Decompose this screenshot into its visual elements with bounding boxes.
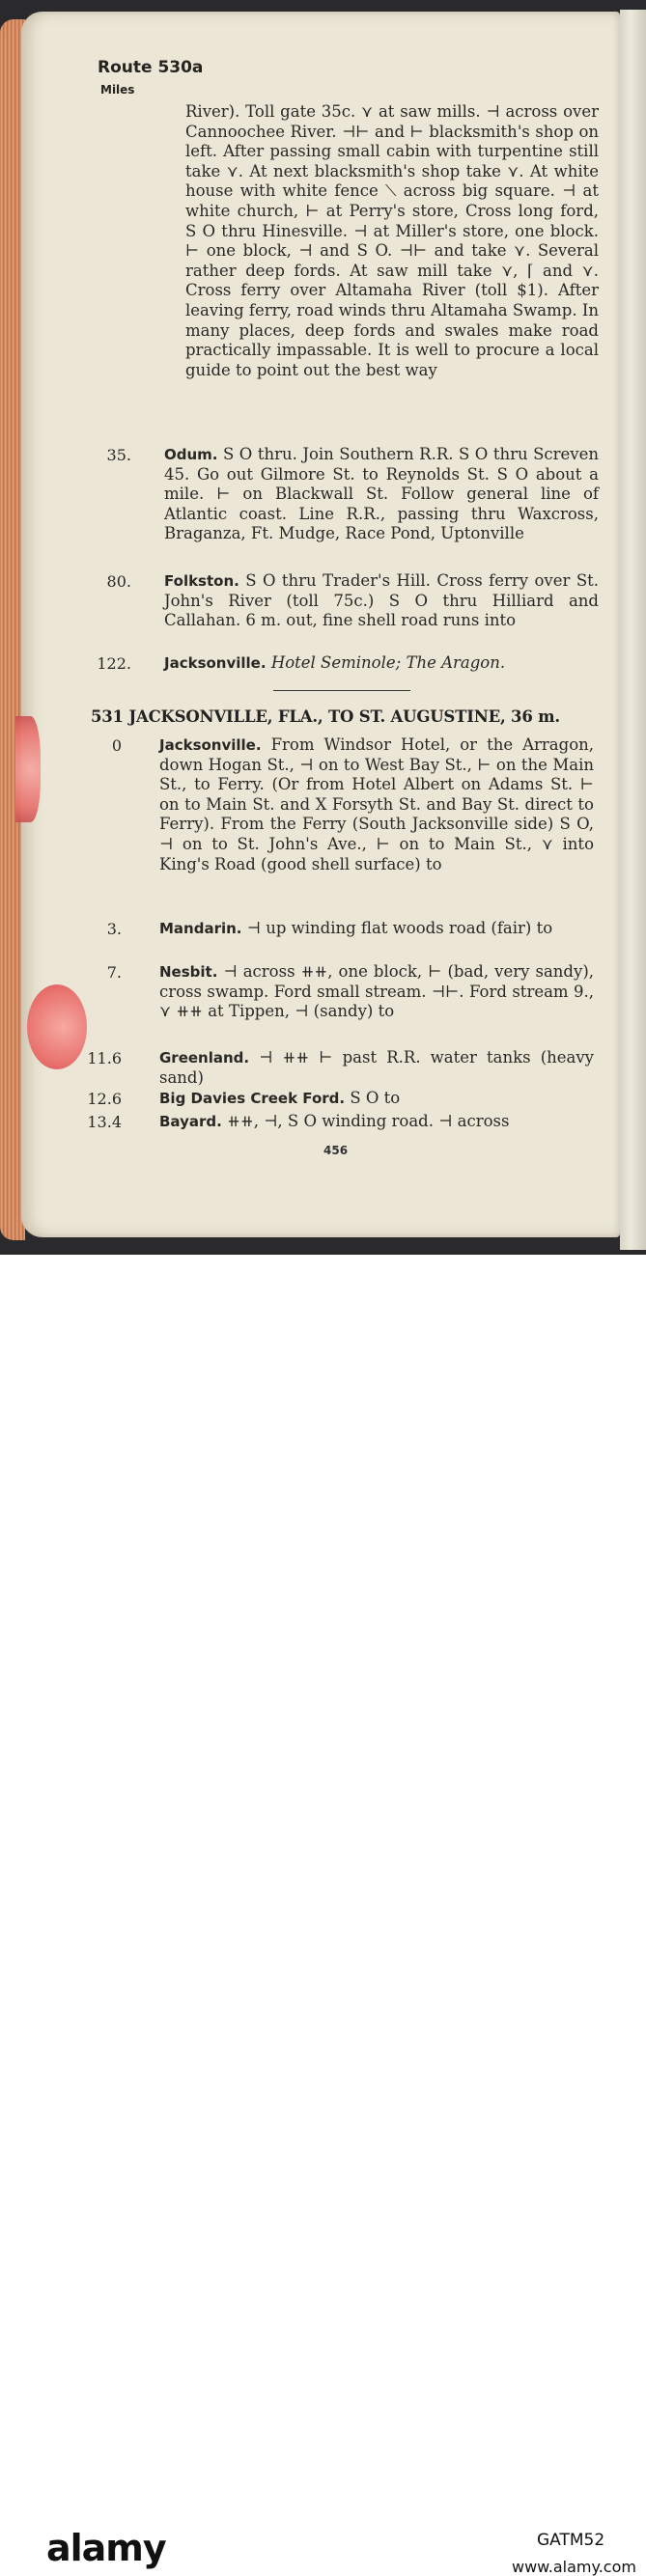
mile-marker: 122. xyxy=(97,654,131,673)
facing-page-edge xyxy=(620,10,646,1250)
mile-marker: 80. xyxy=(106,572,131,591)
route-entry xyxy=(159,735,594,874)
entry-text: ⧺⧺, ⊣, S O winding road. ⊣ across xyxy=(227,1112,510,1130)
route-entry xyxy=(159,962,594,1022)
section-divider xyxy=(273,690,410,691)
route-entry xyxy=(164,445,599,544)
route-title: Route 530a xyxy=(98,58,204,77)
place-name: Bayard. xyxy=(159,1113,222,1130)
page-number: 456 xyxy=(323,1144,349,1157)
mile-marker: 12.6 xyxy=(87,1090,122,1108)
route-entry xyxy=(164,653,599,674)
mile-marker: 13.4 xyxy=(87,1113,122,1131)
entry-text: ⊣ across ⧺⧺, one block, ⊢ (bad, very sandy), cross swamp. Ford small stream. ⊣⊢. Ford stream 9., ⋎ ⧺⧺ at Tippen, ⊣ (sandy) to xyxy=(159,962,594,1021)
route-entry xyxy=(159,1048,594,1088)
place-name: Folkston. xyxy=(164,572,239,590)
route-entry xyxy=(159,1112,594,1132)
entry-text: ⊣ ⧺⧺ ⊢ past R.R. water tanks (heavy sand) xyxy=(159,1048,595,1087)
miles-column-label: Miles xyxy=(100,83,135,97)
book-photo xyxy=(0,0,646,1255)
mile-marker: 0 xyxy=(111,736,122,755)
route-entry xyxy=(164,571,599,631)
entry-text: Hotel Seminole; The Aragon. xyxy=(270,653,506,672)
route-entry xyxy=(159,1089,594,1109)
route-531-heading: 531 JACKSONVILLE, FLA., TO ST. AUGUSTINE, 36 m. xyxy=(91,707,560,726)
entry-text: S O thru Trader's Hill. Cross ferry over St. John's River (toll 75c.) S O thru Hilliard and Callahan. 6 m. out, fine shell road runs into xyxy=(164,571,599,630)
mile-marker: 35. xyxy=(106,446,131,464)
mile-marker: 7. xyxy=(106,963,122,982)
entry-text: From Windsor Hotel, or the Arragon, down Hogan St., ⊣ on to West Bay St., ⊢ on the Main St., to Ferry. (Or from Hotel Albert on Adams St. ⊢ on to Main St. and X Forsyth St. and Bay St. direct to Ferry). From the Ferry (South Jacksonville side) S O, ⊣ on to St. John's Ave., ⊢ on to Main St., ⋎ into King's Road (good shell surface) to xyxy=(159,735,595,873)
place-name: Big Davies Creek Ford. xyxy=(159,1090,346,1107)
place-name: Jacksonville. xyxy=(164,654,267,672)
route-entry xyxy=(159,919,594,939)
entry-text: ⊣ up winding flat woods road (fair) to xyxy=(246,919,553,937)
watermark-band xyxy=(0,1255,646,2576)
alamy-url: www.alamy.com xyxy=(512,2558,636,2576)
alamy-logo: alamy xyxy=(46,2527,166,2569)
thumb-index-tab xyxy=(27,984,87,1069)
entry-text: S O thru. Join Southern R.R. S O thru Screven 45. Go out Gilmore St. to Reynolds St. S O about a mile. ⊢ on Blackwall St. Follow general line of Atlantic coast. Line R.R., passing thru Waxcross, Braganza, Ft. Mudge, Race Pond, Uptonville xyxy=(164,445,599,543)
image-id: GATM52 xyxy=(537,2531,605,2550)
place-name: Mandarin. xyxy=(159,920,242,937)
place-name: Nesbit. xyxy=(159,963,218,981)
place-name: Greenland. xyxy=(159,1049,250,1066)
mile-marker: 3. xyxy=(106,920,122,938)
place-name: Odum. xyxy=(164,446,218,463)
mile-marker: 11.6 xyxy=(87,1049,122,1067)
place-name: Jacksonville. xyxy=(159,736,262,754)
route-530a-intro: River). Toll gate 35c. ⋎ at saw mills. ⊣ across over Cannoochee River. ⊣⊢ and ⊢ blacksmith's shop on left. After passing small cabin with turpentine still take ⋎. At next blacksmith's shop take ⋎. At white house with white fence ⟍ across big square. ⊣ at white church, ⊢ at Perry's store, Cross long ford, S O thru Hinesville. ⊣ at Miller's store, one block. ⊢ one block, ⊣ and S O. ⊣⊢ and take ⋎. Several rather deep fords. At saw mill take ⋎, ⌈ and ⋎. Cross ferry over Altamaha River (toll $1). After leaving ferry, road winds thru Altamaha Swamp. In many places, deep fords and swales make road practically impassable. It is well to procure a local guide to point out the best way xyxy=(185,102,599,379)
thumb-index-tab xyxy=(15,716,41,822)
entry-text: S O to xyxy=(350,1089,401,1107)
